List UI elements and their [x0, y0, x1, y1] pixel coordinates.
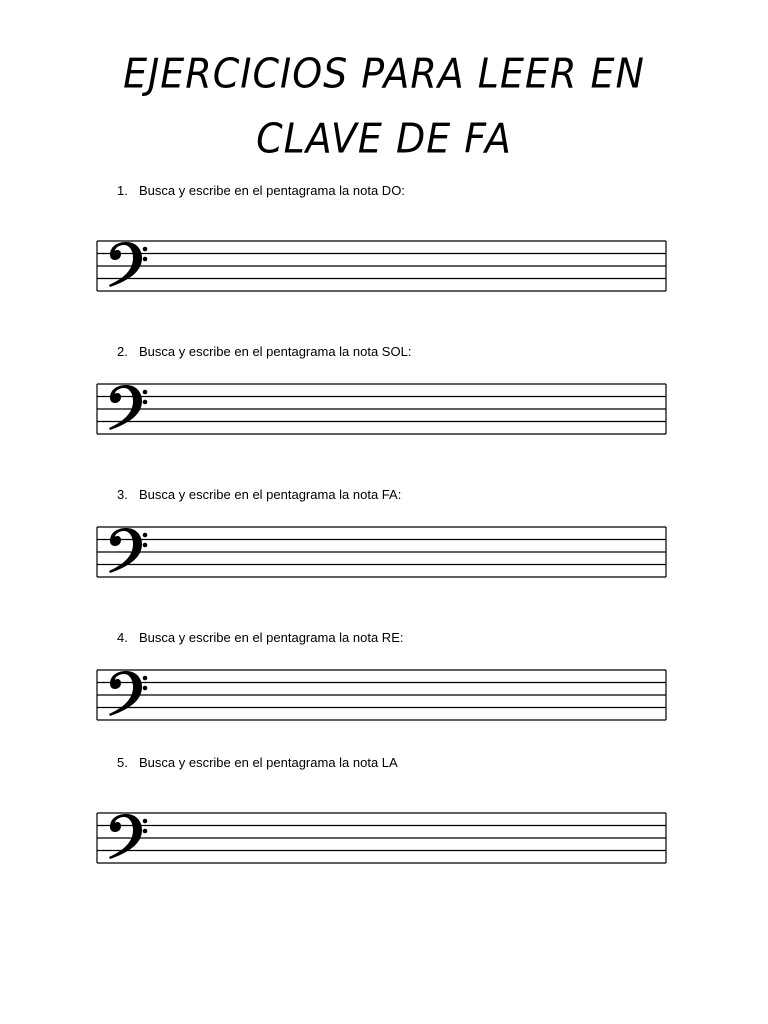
bass-clef-icon — [109, 242, 147, 287]
staff-lines — [97, 813, 666, 863]
exercise-text: Busca y escribe en el pentagrama la nota RE: — [139, 630, 404, 645]
exercise-prompt — [117, 344, 411, 360]
bass-clef-icon — [109, 385, 147, 430]
bass-clef-icon — [109, 814, 147, 859]
exercise-number: 4. — [117, 630, 128, 645]
staff-2[interactable] — [0, 379, 768, 439]
exercise-text: Busca y escribe en el pentagrama la nota FA: — [139, 487, 402, 502]
exercise-number: 1. — [117, 183, 128, 198]
exercise-prompt — [117, 755, 398, 771]
exercise-number: 3. — [117, 487, 128, 502]
exercise-prompt — [117, 183, 405, 199]
exercise-number: 5. — [117, 755, 128, 770]
staff-lines — [97, 241, 666, 291]
exercise-text: Busca y escribe en el pentagrama la nota LA — [139, 755, 398, 770]
staff-5[interactable] — [0, 808, 768, 868]
title-line-2: CLAVE DE FA — [256, 114, 512, 163]
exercise-prompt — [117, 487, 401, 503]
exercise-number: 2. — [117, 344, 128, 359]
page-title — [0, 41, 768, 171]
exercise-text: Busca y escribe en el pentagrama la nota SOL: — [139, 344, 412, 359]
staff-4[interactable] — [0, 665, 768, 725]
exercise-prompt — [117, 630, 403, 646]
staff-1[interactable] — [0, 236, 768, 296]
staff-lines — [97, 384, 666, 434]
exercise-text: Busca y escribe en el pentagrama la nota DO: — [139, 183, 405, 198]
bass-clef-icon — [109, 528, 147, 573]
title-line-1: EJERCICIOS PARA LEER EN — [123, 49, 645, 98]
bass-clef-icon — [109, 671, 147, 716]
staff-lines — [97, 670, 666, 720]
staff-lines — [97, 527, 666, 577]
staff-3[interactable] — [0, 522, 768, 582]
